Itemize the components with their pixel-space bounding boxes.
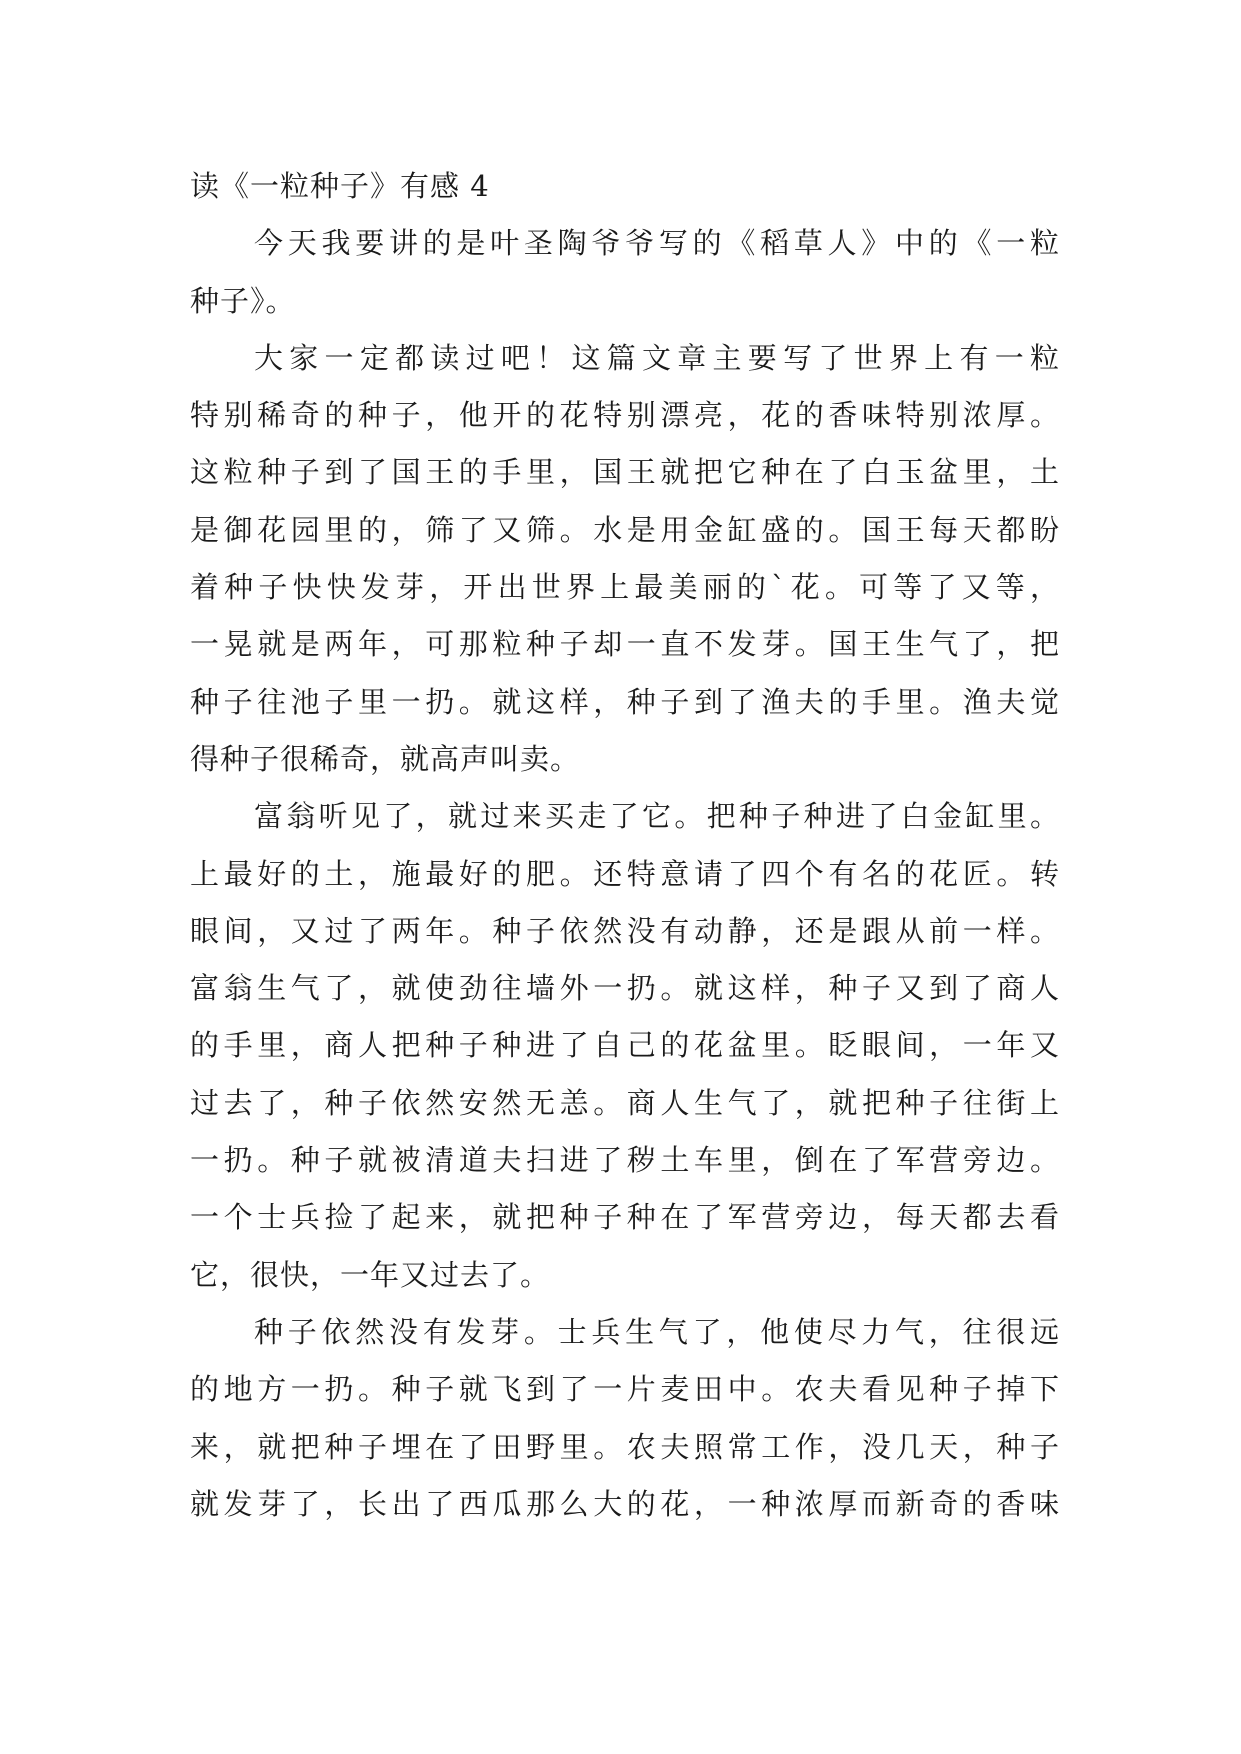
text-line: 种子往池子里一扔。就这样，种子到了渔夫的手里。渔夫觉: [190, 684, 1060, 719]
text-line: 眼间，又过了两年。种子依然没有动静，还是跟从前一样。: [190, 913, 1060, 948]
text-line: 上最好的土，施最好的肥。还特意请了四个有名的花匠。转: [190, 856, 1060, 891]
paragraph-2: [190, 330, 1060, 788]
text-line: 今天我要讲的是叶圣陶爷爷写的《稻草人》中的《一粒: [254, 226, 1060, 261]
paragraph-4: [190, 1304, 1060, 1533]
paragraph-1: [190, 215, 1060, 330]
document-title: 读《一粒种子》有感 4: [190, 169, 490, 203]
text-line: 得种子很稀奇，就高声叫卖。: [190, 741, 581, 776]
text-line: 一个士兵捡了起来，就把种子种在了军营旁边，每天都去看: [190, 1200, 1060, 1235]
text-line: 它，很快，一年又过去了。: [190, 1257, 551, 1292]
document-body: [190, 158, 1060, 1533]
text-line: 种子依然没有发芽。士兵生气了，他使尽力气，往很远: [254, 1314, 1060, 1349]
text-line: 过去了，种子依然安然无恙。商人生气了，就把种子往街上: [190, 1085, 1060, 1120]
text-line: 就发芽了，长出了西瓜那么大的花，一种浓厚而新奇的香味: [190, 1486, 1060, 1521]
text-line: 来，就把种子埋在了田野里。农夫照常工作，没几天，种子: [190, 1429, 1060, 1464]
paragraph-3: [190, 788, 1060, 1304]
text-line: 一晃就是两年，可那粒种子却一直不发芽。国王生气了，把: [190, 627, 1060, 662]
text-line: 的手里，商人把种子种进了自己的花盆里。眨眼间，一年又: [190, 1028, 1060, 1063]
text-line: 这粒种子到了国王的手里，国王就把它种在了白玉盆里，土: [190, 455, 1060, 490]
text-line: 一扔。种子就被清道夫扫进了秽土车里，倒在了军营旁边。: [190, 1143, 1060, 1178]
text-line: 大家一定都读过吧！这篇文章主要写了世界上有一粒: [254, 340, 1060, 375]
text-line: 富翁生气了，就使劲往墙外一扔。就这样，种子又到了商人: [190, 971, 1060, 1006]
text-line: 种子》。: [190, 283, 296, 318]
text-line: 着种子快快发芽，开出世界上最美丽的`花。可等了又等，: [190, 570, 1060, 605]
text-line: 富翁听见了，就过来买走了它。把种子种进了白金缸里。: [254, 799, 1060, 834]
text-line: 的地方一扔。种子就飞到了一片麦田中。农夫看见种子掉下: [190, 1372, 1060, 1407]
text-line: 是御花园里的，筛了又筛。水是用金缸盛的。国王每天都盼: [190, 512, 1060, 547]
text-line: 特别稀奇的种子，他开的花特别漂亮，花的香味特别浓厚。: [190, 398, 1060, 433]
